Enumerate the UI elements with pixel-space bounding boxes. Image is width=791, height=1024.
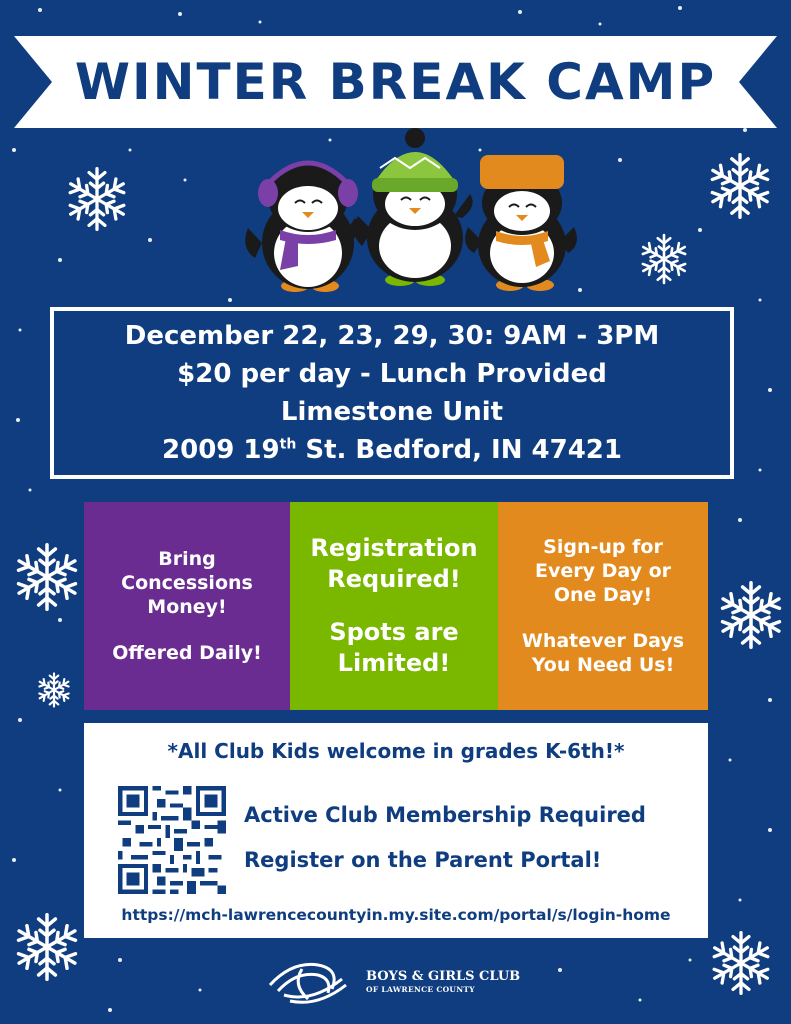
qr-code-icon[interactable] <box>118 786 226 894</box>
concessions-line3: Money! <box>147 596 227 618</box>
snowflake-icon <box>638 233 690 285</box>
snowflake-icon <box>12 912 82 982</box>
penguin-icon <box>354 128 473 286</box>
signup-line1: Sign-up for <box>543 536 663 558</box>
signup-line5: You Need Us! <box>531 654 675 676</box>
address-rest: St. Bedford, IN 47421 <box>296 435 622 465</box>
registration-line1: Registration <box>310 534 478 562</box>
signup-line3: One Day! <box>553 584 653 606</box>
portal-url-link[interactable]: https://mch-lawrencecountyin.my.site.com/portal/s/login-home <box>121 906 671 924</box>
concessions-note: Offered Daily! <box>112 642 262 664</box>
penguin-icon <box>465 155 577 291</box>
snowflake-icon <box>64 166 130 232</box>
address-number: 2009 19 <box>162 435 280 465</box>
welcome-text: *All Club Kids welcome in grades K-6th!* <box>167 739 625 763</box>
parent-portal-text: Register on the Parent Portal! <box>244 848 602 872</box>
price-text: $20 per day - Lunch Provided <box>177 359 607 389</box>
address-suffix: th <box>279 436 297 453</box>
registration-line3: Spots are <box>329 618 459 646</box>
concessions-column <box>84 502 290 710</box>
dates-text: December 22, 23, 29, 30: 9AM - 3PM <box>124 321 660 351</box>
registration-line4: Limited! <box>337 649 451 677</box>
registration-column <box>290 502 498 710</box>
unit-text: Limestone Unit <box>280 397 504 427</box>
membership-requirement-text: Active Club Membership Required <box>244 803 646 827</box>
page-title: WINTER BREAK CAMP <box>74 53 717 111</box>
concessions-line1: Bring <box>158 548 216 570</box>
club-logo <box>262 955 532 1011</box>
address-text <box>162 431 622 469</box>
logo-sub-text: OF LAWRENCE COUNTY <box>366 985 475 994</box>
snowflake-icon <box>36 672 72 708</box>
concessions-line2: Concessions <box>121 572 253 594</box>
snowflake-icon <box>706 152 774 220</box>
registration-line2: Required! <box>327 565 461 593</box>
signup-line4: Whatever Days <box>521 630 685 652</box>
penguins-illustration <box>220 128 580 298</box>
snowflake-icon <box>12 542 82 612</box>
signup-line2: Every Day or <box>534 560 672 582</box>
signup-column <box>498 502 708 710</box>
membership-box <box>84 723 708 938</box>
snowflake-icon <box>716 580 786 650</box>
boys-girls-club-logo-icon <box>262 955 358 1011</box>
penguin-icon <box>245 163 359 292</box>
details-box <box>50 307 734 479</box>
logo-name-text: BOYS & GIRLS CLUB <box>366 969 521 984</box>
snowflake-icon <box>708 930 774 996</box>
